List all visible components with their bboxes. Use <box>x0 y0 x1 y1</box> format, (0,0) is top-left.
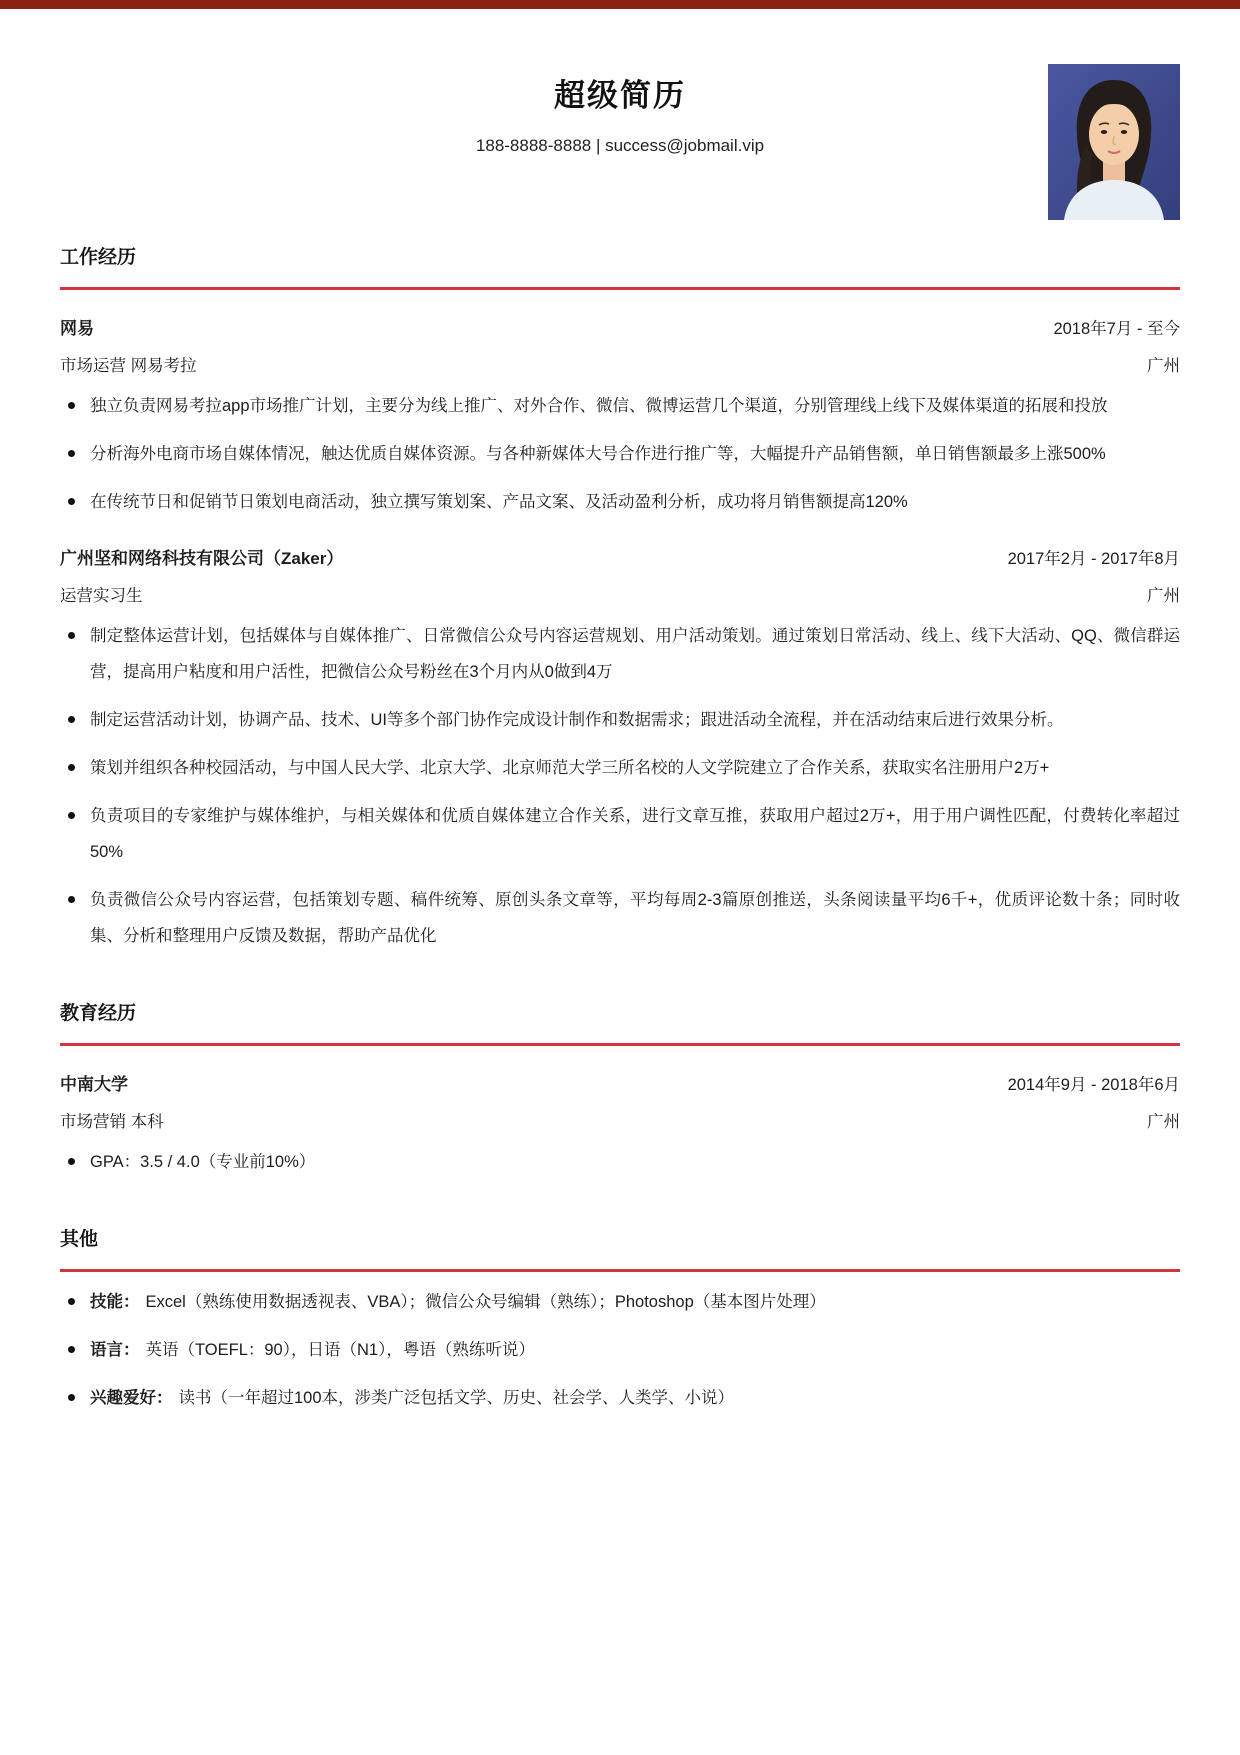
bullet-list <box>60 388 1180 520</box>
bullet-item-skills <box>60 1284 1180 1320</box>
entry-header-row <box>60 1070 1180 1095</box>
school-name: 中南大学 <box>60 1075 128 1094</box>
top-accent-bar <box>0 0 1240 9</box>
entry-header-row <box>60 544 1180 569</box>
bullet-item: 负责项目的专家维护与媒体维护，与相关媒体和优质自媒体建立合作关系，进行文章互推，获取用户超过2万+，用于用户调性匹配，付费转化率超过50% <box>60 798 1180 870</box>
bullet-item: 分析海外电商市场自媒体情况，触达优质自媒体资源。与各种新媒体大号合作进行推广等，大幅提升产品销售额，单日销售额最多上涨500% <box>60 436 1180 472</box>
bullet-item-hobbies <box>60 1380 1180 1416</box>
job-title: 运营实习生 <box>60 587 143 605</box>
location: 广州 <box>1147 1113 1180 1131</box>
work-entry-zaker <box>60 544 1180 954</box>
contact-line: 188-8888-8888 | success@jobmail.vip <box>475 136 765 155</box>
date-range: 2018年7月 - 至今 <box>1053 320 1180 338</box>
entry-header-row <box>60 314 1180 339</box>
section-education <box>60 998 1180 1180</box>
bullet-item-languages <box>60 1332 1180 1368</box>
profile-photo <box>1048 64 1180 220</box>
bullet-item: 制定运营活动计划，协调产品、技术、UI等多个部门协作完成设计制作和数据需求；跟进活动全流程，并在活动结束后进行效果分析。 <box>60 702 1180 738</box>
section-divider <box>60 1043 1180 1046</box>
bullet-item: 在传统节日和促销节日策划电商活动，独立撰写策划案、产品文案、及活动盈利分析，成功将月销售额提高120% <box>60 484 1180 520</box>
bullet-text: Excel（熟练使用数据透视表、VBA）；微信公众号编辑（熟练）；Photoshop（基本图片处理） <box>145 1293 826 1311</box>
section-title-education: 教育经历 <box>60 1003 137 1024</box>
section-divider <box>60 287 1180 290</box>
entry-subheader-row <box>60 1108 1180 1132</box>
major-degree: 市场营销 本科 <box>60 1113 164 1131</box>
education-entry <box>60 1070 1180 1180</box>
bullet-list <box>60 1284 1180 1416</box>
bullet-label: 兴趣爱好： <box>90 1389 173 1407</box>
portrait-image <box>1048 64 1180 220</box>
section-work <box>60 242 1180 954</box>
bullet-text: 英语（TOEFL：90），日语（N1），粤语（熟练听说） <box>145 1341 535 1359</box>
date-range: 2014年9月 - 2018年6月 <box>1007 1076 1180 1094</box>
bullet-list <box>60 1144 1180 1180</box>
section-other <box>60 1224 1180 1416</box>
bullet-label: 技能： <box>90 1293 140 1311</box>
entry-subheader-row <box>60 352 1180 376</box>
location: 广州 <box>1147 587 1180 605</box>
bullet-label: 语言： <box>90 1341 140 1359</box>
bullet-item: 独立负责网易考拉app市场推广计划，主要分为线上推广、对外合作、微信、微博运营几个渠道，分别管理线上线下及媒体渠道的拓展和投放 <box>60 388 1180 424</box>
resume-header <box>0 9 1240 220</box>
company-name: 网易 <box>60 319 94 338</box>
bullet-list <box>60 618 1180 954</box>
section-title-work: 工作经历 <box>60 247 137 268</box>
job-title: 市场运营 网易考拉 <box>60 357 197 375</box>
company-name: 广州坚和网络科技有限公司（Zaker） <box>60 549 344 568</box>
work-entry-netease <box>60 314 1180 520</box>
resume-body <box>0 242 1240 1416</box>
section-divider <box>60 1269 1180 1272</box>
bullet-text: 读书（一年超过100本，涉类广泛包括文学、历史、社会学、人类学、小说） <box>178 1389 735 1407</box>
bullet-item: 策划并组织各种校园活动，与中国人民大学、北京大学、北京师范大学三所名校的人文学院建立了合作关系，获取实名注册用户2万+ <box>60 750 1180 786</box>
resume-title: 超级简历 <box>554 78 686 113</box>
section-title-other: 其他 <box>60 1229 99 1250</box>
bullet-item: 负责微信公众号内容运营，包括策划专题、稿件统筹、原创头条文章等，平均每周2-3篇原创推送，头条阅读量平均6千+，优质评论数十条；同时收集、分析和整理用户反馈及数据，帮助产品优化 <box>60 882 1180 954</box>
location: 广州 <box>1147 357 1180 375</box>
date-range: 2017年2月 - 2017年8月 <box>1007 550 1180 568</box>
bullet-item: GPA：3.5 / 4.0（专业前10%） <box>60 1144 1180 1180</box>
bullet-item: 制定整体运营计划，包括媒体与自媒体推广、日常微信公众号内容运营规划、用户活动策划。通过策划日常活动、线上、线下大活动、QQ、微信群运营，提高用户粘度和用户活性，把微信公众号粉丝在3个月内从0做到4万 <box>60 618 1180 690</box>
entry-subheader-row <box>60 582 1180 606</box>
